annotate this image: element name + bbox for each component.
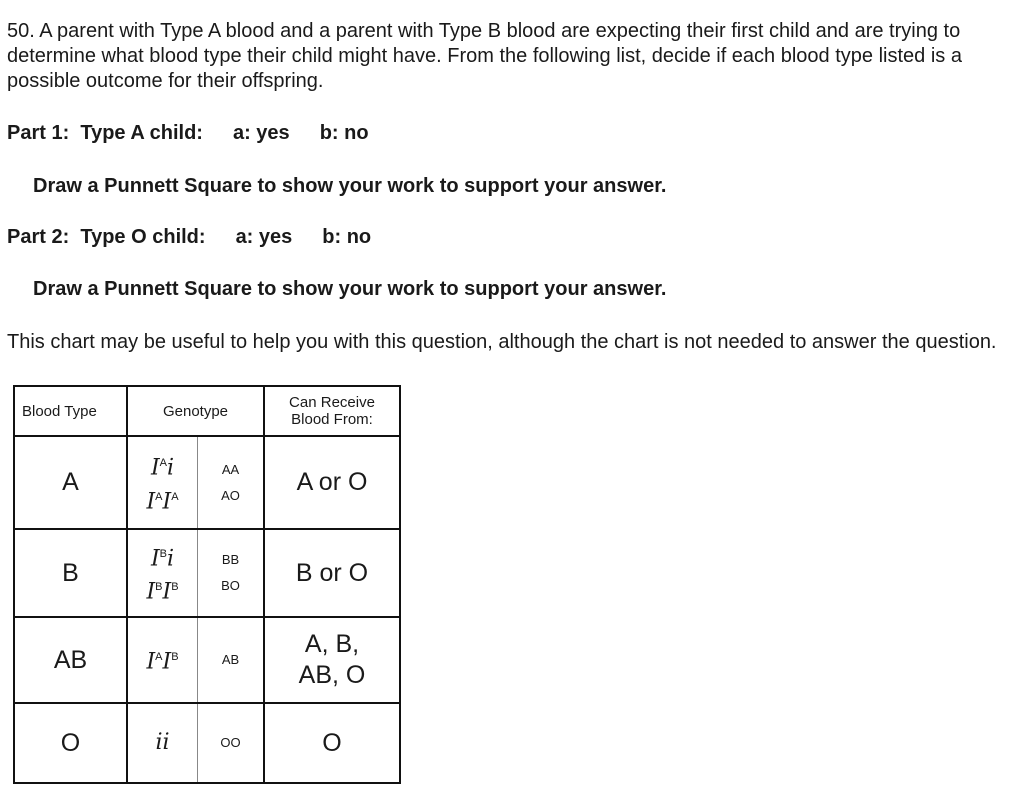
- genotype-letter: OO: [220, 735, 241, 750]
- genotype-letters: [198, 704, 263, 782]
- row-can-receive: [264, 529, 400, 617]
- chart-note: This chart may be useful to help you with this question, although the chart is not needed to answer the question.: [7, 331, 997, 353]
- genotype-symbol: $I^BI^B$: [146, 579, 179, 605]
- genotype-symbol: $I^AI^B$: [146, 649, 179, 675]
- genotype-symbols: [128, 704, 197, 782]
- genotype-symbols: [128, 618, 197, 702]
- part1-option-b[interactable]: b: no: [319, 122, 369, 144]
- blood-type-table: [13, 385, 401, 784]
- part1-label: Part 1: Type A child:: [7, 122, 203, 144]
- genotype-symbols: [128, 437, 197, 528]
- question-intro: 50. A parent with Type A blood and a parent with Type B blood are expecting their first child and are trying to determine what blood type their child might have. From the following list, decide if each blood type listed is a possible outcome for their offspring.: [7, 20, 962, 92]
- genotype-symbol: $I^AI^A$: [146, 488, 179, 514]
- table-row: [14, 436, 400, 529]
- can-receive-line: A or O: [296, 468, 368, 496]
- row-genotype: [127, 436, 264, 529]
- genotype-letter: BB: [221, 552, 240, 567]
- genotype-letter: AA: [221, 461, 240, 477]
- genotype-letter: AO: [221, 487, 240, 503]
- part2-line: [7, 226, 371, 249]
- row-can-receive: [264, 617, 400, 703]
- part2-option-b[interactable]: b: no: [322, 226, 372, 248]
- genotype-letters: [198, 618, 263, 702]
- can-receive-line: O: [322, 728, 342, 757]
- row-genotype: [127, 617, 264, 703]
- row-can-receive: [264, 703, 400, 783]
- genotype-letter: AB: [221, 652, 240, 667]
- header-can-receive: Can Receive Blood From:: [264, 386, 400, 436]
- header-genotype: Genotype: [127, 386, 264, 436]
- row-blood-type: O: [14, 703, 127, 783]
- row-blood-type: B: [14, 529, 127, 617]
- genotype-symbol: ii: [155, 730, 170, 755]
- part2-instruction: Draw a Punnett Square to show your work to support your answer.: [33, 278, 667, 300]
- row-genotype: [127, 529, 264, 617]
- table-row: [14, 703, 400, 783]
- genotype-letters: [198, 437, 263, 528]
- part2-label: Part 2: Type O child:: [7, 226, 206, 248]
- part1-option-a[interactable]: a: yes: [232, 122, 290, 144]
- genotype-symbol: $I^Bi$: [150, 546, 175, 571]
- header-blood-type: Blood Type: [14, 386, 127, 436]
- row-blood-type: AB: [14, 617, 127, 703]
- part2-option-a[interactable]: a: yes: [235, 226, 293, 248]
- part1-line: [7, 122, 369, 145]
- can-receive-line: A, B,: [304, 630, 360, 658]
- part1-instruction: Draw a Punnett Square to show your work to support your answer.: [33, 175, 667, 197]
- row-genotype: [127, 703, 264, 783]
- row-blood-type: A: [14, 436, 127, 529]
- genotype-letter: BO: [221, 578, 240, 593]
- row-can-receive: [264, 436, 400, 529]
- table-header-row: [14, 386, 400, 436]
- genotype-symbol: $I^Ai$: [150, 455, 175, 481]
- genotype-letters: [198, 530, 263, 616]
- table-row: [14, 617, 400, 703]
- table-row: [14, 529, 400, 617]
- can-receive-line: AB, O: [298, 661, 366, 689]
- can-receive-line: B or O: [295, 558, 369, 587]
- genotype-symbols: [128, 530, 197, 616]
